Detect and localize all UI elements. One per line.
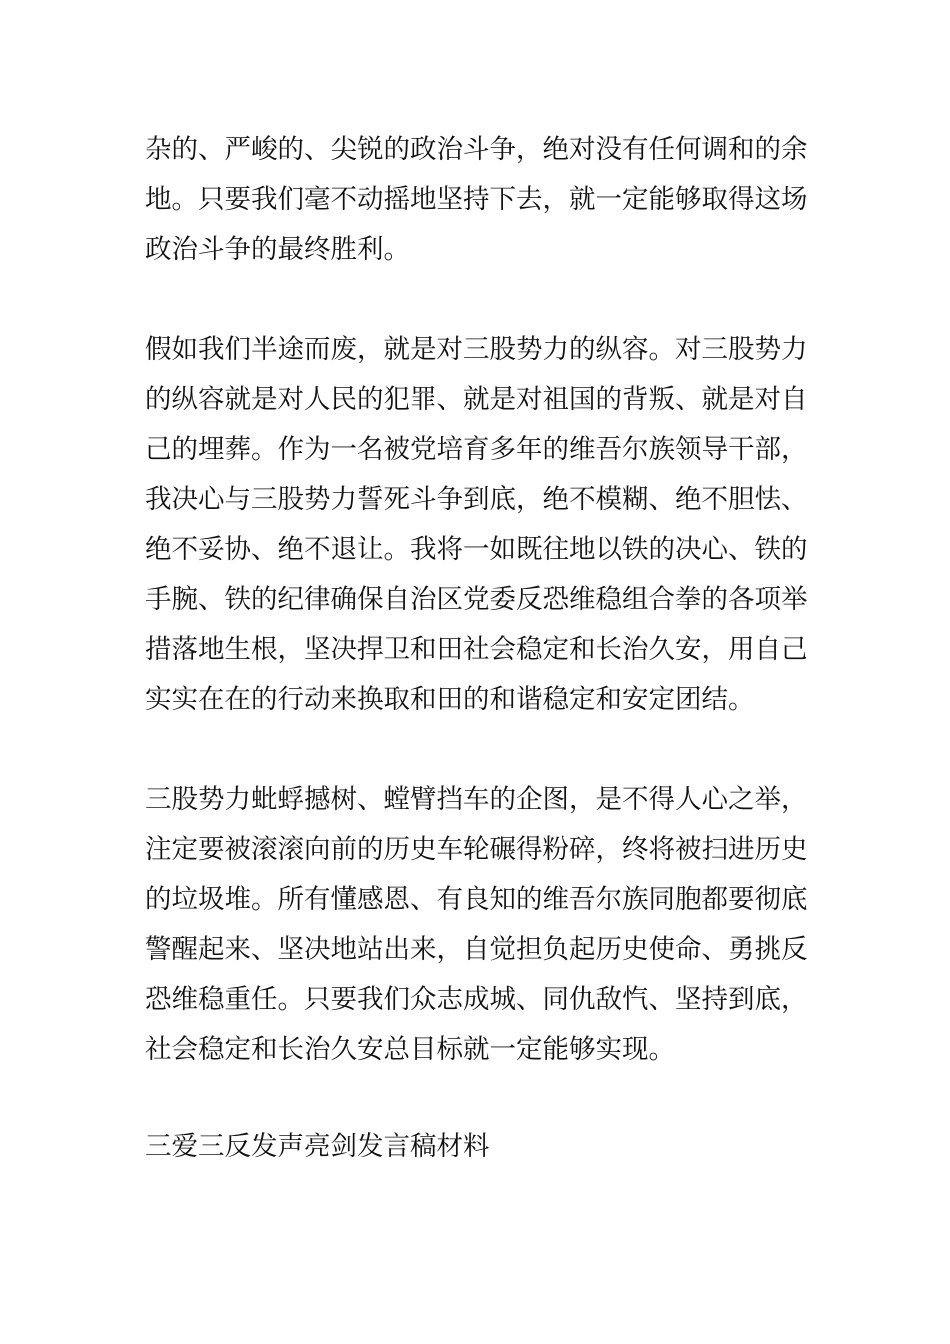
text-line: 手腕、铁的纪律确保自治区党委反恐维稳组合拳的各项举 [145, 584, 808, 615]
text-line: 恐维稳重任。只要我们众志成城、同仇敌忾、坚持到底， [145, 984, 808, 1015]
text-line: 的纵容就是对人民的犯罪、就是对祖国的背叛、就是对自 [145, 384, 808, 415]
text-line: 我决心与三股势力誓死斗争到底，绝不模糊、绝不胆怯、 [145, 484, 808, 515]
text-line: 杂的、严峻的、尖锐的政治斗争，绝对没有任何调和的余 [145, 134, 808, 165]
text-line: 警醒起来、坚决地站出来，自觉担负起历史使命、勇挑反 [145, 934, 808, 965]
text-line: 假如我们半途而废，就是对三股势力的纵容。对三股势力 [145, 334, 808, 365]
text-line: 社会稳定和长治久安总目标就一定能够实现。 [145, 1034, 675, 1065]
heading-paragraph [145, 1122, 815, 1172]
text-line: 措落地生根，坚决捍卫和田社会稳定和长治久安，用自己 [145, 634, 808, 665]
text-line: 己的埋葬。作为一名被党培育多年的维吾尔族领导干部， [145, 434, 808, 465]
text-line: 绝不妥协、绝不退让。我将一如既往地以铁的决心、铁的 [145, 534, 808, 565]
text-line: 地。只要我们毫不动摇地坚持下去，就一定能够取得这场 [145, 184, 808, 215]
text-line: 三股势力蚍蜉撼树、螳臂挡车的企图，是不得人心之举， [145, 784, 808, 815]
text-line: 三爱三反发声亮剑发言稿材料 [145, 1131, 490, 1162]
text-line: 实实在在的行动来换取和田的和谐稳定和安定团结。 [145, 684, 755, 715]
paragraph-3 [145, 775, 815, 1075]
paragraph-1 [145, 125, 815, 275]
text-line: 政治斗争的最终胜利。 [145, 234, 410, 265]
text-line: 的垃圾堆。所有懂感恩、有良知的维吾尔族同胞都要彻底 [145, 884, 808, 915]
paragraph-2 [145, 325, 815, 725]
text-line: 注定要被滚滚向前的历史车轮碾得粉碎，终将被扫进历史 [145, 834, 808, 865]
